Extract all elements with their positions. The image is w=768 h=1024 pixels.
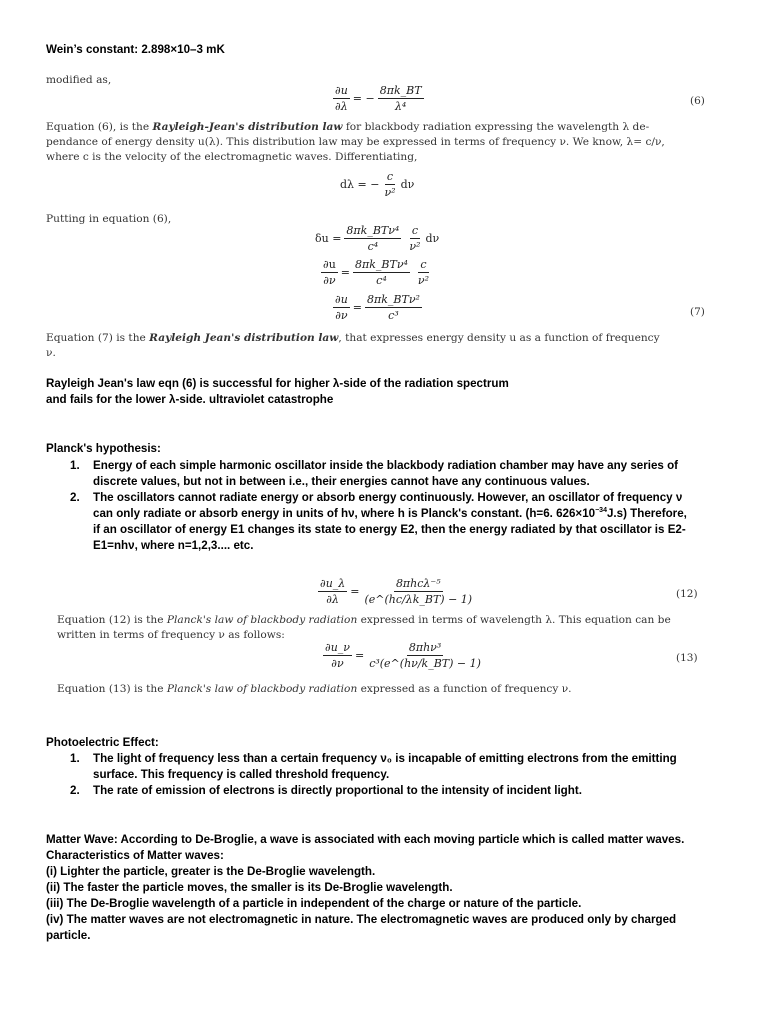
planck-item-2-line-1: The oscillators cannot radiate energy or absorb energy continuously. However, an oscillator of frequency ν bbox=[93, 491, 683, 504]
eq6-lhs-numerator: ∂u bbox=[335, 84, 348, 97]
e13-numerator: 8πhν³ bbox=[408, 641, 442, 654]
list-number: 2. bbox=[70, 491, 80, 504]
planck-law-name: Planck's law of blackbody radiation bbox=[166, 614, 358, 626]
list-item bbox=[46, 490, 716, 554]
e1-denominator-2: ν² bbox=[409, 240, 421, 253]
rj-note-line-2: and fails for the lower λ-side. ultraviolet catastrophe bbox=[46, 393, 334, 406]
e12-equals: = bbox=[350, 585, 360, 598]
planck-item-2-line-3: if an oscillator of energy E1 changes its state to energy E2, then the energy radiated by that oscillator is E2- bbox=[93, 523, 686, 536]
planck-item-2-line-2-tail: J.s) Therefore, bbox=[606, 507, 687, 520]
planck-para4-text-a: Equation (13) is the bbox=[57, 683, 167, 695]
equation-12 bbox=[315, 577, 477, 606]
photo-item-1-line-2: surface. This frequency is called threshold frequency. bbox=[93, 768, 390, 781]
e2-equals: = bbox=[340, 266, 350, 279]
equation-13 bbox=[320, 641, 486, 670]
planck-list bbox=[46, 458, 716, 554]
planck-item-2-line-2-text: can only radiate or absorb energy in units of hν, where h is Planck's constant. (h=6. 626×10 bbox=[93, 507, 596, 520]
rj-para2-text-c: , that expresses energy density u as a function of frequency bbox=[338, 332, 660, 344]
list-number: 1. bbox=[70, 752, 80, 765]
e13-equals: = bbox=[354, 649, 365, 662]
dl-tail: dν bbox=[400, 178, 415, 191]
eq7-label: (7) bbox=[690, 306, 705, 318]
e12-lhs-numerator: ∂u_λ bbox=[320, 577, 346, 590]
rj-intro-text: modified as, bbox=[46, 74, 112, 86]
planck-heading: Planck's hypothesis: bbox=[46, 442, 161, 455]
rj-note bbox=[46, 376, 509, 408]
matter-line-4: (ii) The faster the particle moves, the smaller is its De-Broglie wavelength. bbox=[46, 881, 453, 894]
dl-denominator: ν² bbox=[384, 186, 396, 199]
eq13-label: (13) bbox=[676, 652, 698, 664]
e2-denominator-2: ν² bbox=[417, 274, 430, 287]
rj-law-name: Rayleigh-Jean's distribution law bbox=[152, 121, 343, 133]
e2-denominator: c⁴ bbox=[376, 274, 387, 287]
rj-note-line-1: Rayleigh Jean's law eqn (6) is successful for higher λ-side of the radiation spectrum bbox=[46, 377, 509, 390]
e3-equals: = bbox=[352, 301, 362, 314]
e13-lhs-numerator: ∂u_ν bbox=[325, 641, 350, 654]
e1-denominator: c⁴ bbox=[367, 240, 379, 253]
e12-lhs-denominator: ∂λ bbox=[326, 593, 339, 606]
e12-denominator: (e^(hc/λk_BT) − 1) bbox=[364, 593, 473, 606]
planck-para3-text-c: expressed in terms of wavelength λ. This equation can be bbox=[357, 614, 671, 626]
rj-paragraph-2-line-1 bbox=[46, 331, 716, 346]
planck-item-1-line-2: discrete values, but not in between i.e., their energies cannot have any continuous values. bbox=[93, 475, 590, 488]
planck-item-1-line-1: Energy of each simple harmonic oscillator inside the blackbody radiation chamber may have any series of bbox=[93, 459, 679, 472]
planck-exponent: −34 bbox=[595, 507, 607, 515]
planck-item-2-line-4: E1=nhν, where n=1,2,3.... etc. bbox=[93, 539, 254, 552]
e3-lhs-numerator: ∂u bbox=[335, 293, 348, 306]
eq6-rhs-numerator: 8πk_BT bbox=[379, 84, 422, 97]
rj-paragraph-1 bbox=[46, 120, 716, 165]
list-item bbox=[46, 458, 716, 490]
e2-lhs-denominator: ∂ν bbox=[323, 274, 336, 287]
list-number: 1. bbox=[70, 459, 80, 472]
matter-line-1: Matter Wave: According to De-Broglie, a wave is associated with each moving particle which is called matter waves. bbox=[46, 833, 685, 846]
rj-paragraph-1-line-2: pendance of energy density u(λ). This distribution law may be expressed in terms of frequency ν. We know, λ= c/ν, bbox=[46, 136, 665, 148]
matter-line-2: Characteristics of Matter waves: bbox=[46, 849, 224, 862]
matter-wave-section bbox=[46, 832, 736, 944]
e12-numerator: 8πhcλ⁻⁵ bbox=[395, 577, 441, 590]
eq6-lhs-denominator: ∂λ bbox=[335, 100, 348, 113]
photo-list bbox=[46, 751, 716, 799]
rj-law-name-2: Rayleigh Jean's distribution law bbox=[149, 332, 339, 344]
equation-7 bbox=[330, 293, 425, 322]
planck-law-name-2: Planck's law of blackbody radiation bbox=[166, 683, 358, 695]
e2-numerator: 8πk_BTν⁴ bbox=[355, 258, 408, 271]
e3-lhs-denominator: ∂ν bbox=[335, 309, 348, 322]
e13-lhs-denominator: ∂ν bbox=[331, 657, 344, 670]
e13-denominator: c³(e^(hν/k_BT) − 1) bbox=[369, 657, 481, 670]
rj-paragraph-1-line-1 bbox=[46, 120, 716, 135]
matter-line-3: (i) Lighter the particle, greater is the De-Broglie wavelength. bbox=[46, 865, 376, 878]
rj-paragraph-1-line-3: where c is the velocity of the electromagnetic waves. Differentiating, bbox=[46, 151, 418, 163]
eq6-label: (6) bbox=[690, 95, 705, 107]
e3-denominator: c³ bbox=[388, 309, 399, 322]
e1-numerator: 8πk_BTν⁴ bbox=[346, 224, 400, 237]
list-number: 2. bbox=[70, 784, 80, 797]
eq12-label: (12) bbox=[676, 588, 698, 600]
rj-para1-text-c: for blackbody radiation expressing the wavelength λ de- bbox=[342, 121, 650, 133]
planck-para4-text-c: expressed as a function of frequency ν. bbox=[357, 683, 572, 695]
e1-numerator-2: c bbox=[411, 224, 418, 237]
putting-text: Putting in equation (6), bbox=[46, 213, 172, 225]
rj-para2-text-a: Equation (7) is the bbox=[46, 332, 150, 344]
rj-para1-text-a: Equation (6), is the bbox=[46, 121, 153, 133]
rj-paragraph-2-line-2: ν. bbox=[46, 347, 56, 359]
photo-item-1-line-1: The light of frequency less than a certain frequency ν₀ is incapable of emitting electrons from the emitting bbox=[93, 752, 677, 765]
equation-du-dnu-1 bbox=[318, 258, 434, 287]
rj-paragraph-2 bbox=[46, 331, 716, 361]
equation-6 bbox=[330, 84, 427, 113]
matter-line-5: (iii) The De-Broglie wavelength of a particle in independent of the charge or nature of the particle. bbox=[46, 897, 582, 910]
equation-delta-u bbox=[315, 224, 439, 253]
matter-line-7: particle. bbox=[46, 929, 91, 942]
planck-paragraph-2 bbox=[57, 682, 717, 697]
e2-numerator-2: c bbox=[420, 258, 427, 271]
dl-numerator: c bbox=[386, 170, 394, 183]
list-item bbox=[46, 751, 716, 783]
e1-tail: dν bbox=[425, 232, 440, 245]
photo-heading: Photoelectric Effect: bbox=[46, 736, 159, 749]
planck-paragraph-1 bbox=[57, 613, 717, 643]
e1-lhs: δu = bbox=[315, 232, 342, 245]
matter-line-6: (iv) The matter waves are not electromagnetic in nature. The electromagnetic waves are produced only by charged bbox=[46, 913, 677, 926]
eq6-rhs-denominator: λ⁴ bbox=[394, 100, 407, 113]
planck-para3-text-a: Equation (12) is the bbox=[57, 614, 167, 626]
e3-numerator: 8πk_BTν² bbox=[367, 293, 420, 306]
e2-lhs-numerator: ∂u bbox=[323, 258, 336, 271]
planck-paragraph-1-line-2: written in terms of frequency ν as follows: bbox=[57, 629, 285, 641]
equation-dlambda bbox=[340, 170, 414, 199]
list-item bbox=[46, 783, 716, 799]
planck-item-2-line-2 bbox=[93, 506, 716, 522]
photo-item-2-line-1: The rate of emission of electrons is directly proportional to the intensity of incident light. bbox=[93, 784, 582, 797]
dl-lhs: dλ = − bbox=[340, 178, 380, 191]
weins-constant-heading: Wein’s constant: 2.898×10–3 mK bbox=[46, 43, 225, 56]
eq6-equals: = − bbox=[352, 92, 375, 105]
planck-paragraph-1-line-1 bbox=[57, 613, 717, 628]
